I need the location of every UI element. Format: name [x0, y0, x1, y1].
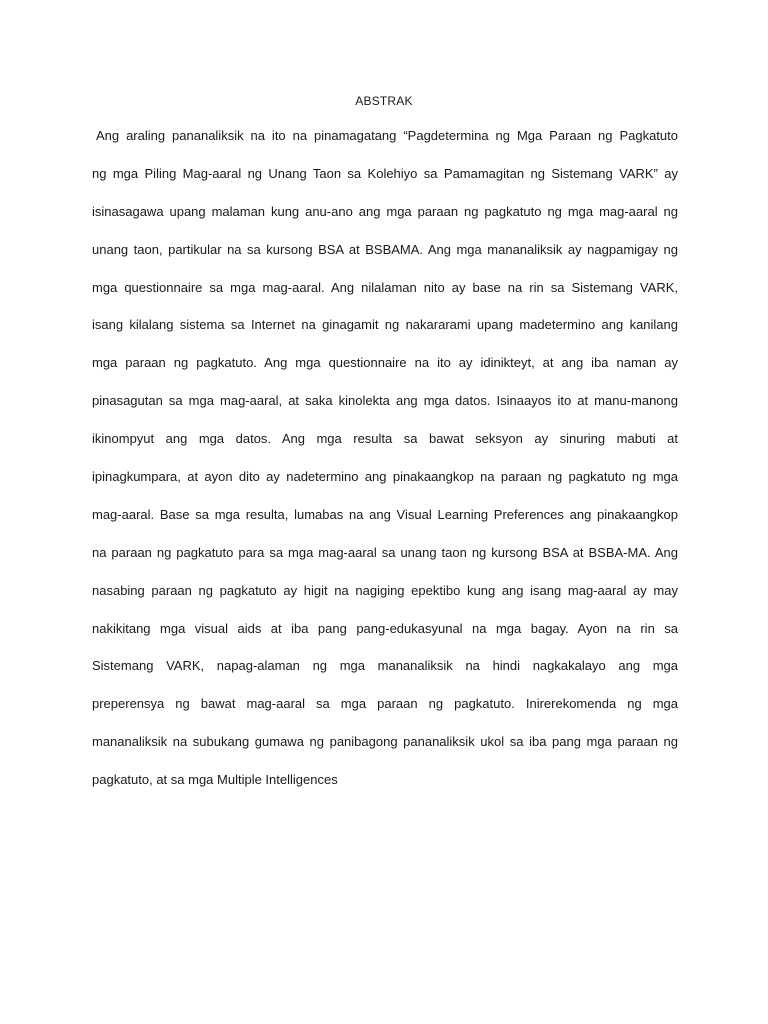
- abstract-line: Sistemang VARK, napag-alaman ng mga mananaliksik na hindi nagkakalayo ang mga: [92, 658, 678, 674]
- abstract-line: mga questionnaire sa mga mag-aaral. Ang nilalaman nito ay base na rin sa Sistemang VARK,: [92, 279, 678, 295]
- abstract-line: mag-aaral. Base sa mga resulta, lumabas na ang Visual Learning Preferences ang pinakaangkop: [92, 506, 678, 522]
- abstract-line: ipinagkumpara, at ayon dito ay nadetermino ang pinakaangkop na paraan ng pagkatuto ng mga: [92, 469, 678, 485]
- abstract-line: isinasagawa upang malaman kung anu-ano ang mga paraan ng pagkatuto ng mga mag-aaral ng: [92, 203, 678, 219]
- abstract-line: unang taon, partikular na sa kursong BSA at BSBAMA. Ang mga mananaliksik ay nagpamigay ng: [92, 241, 678, 257]
- abstract-line: preperensya ng bawat mag-aaral sa mga paraan ng pagkatuto. Inirerekomenda ng mga: [92, 696, 678, 712]
- abstract-line: mananaliksik na subukang gumawa ng panibagong pananaliksik ukol sa iba pang mga paraan ng: [92, 734, 678, 750]
- abstract-body: [92, 126, 678, 808]
- abstract-line-last: pagkatuto, at sa mga Multiple Intelligences: [92, 772, 338, 788]
- abstract-line: mga paraan ng pagkatuto. Ang mga questionnaire na ito ay idinikteyt, at ang iba naman ay: [92, 355, 678, 371]
- abstract-line: pinasagutan sa mga mag-aaral, at saka kinolekta ang mga datos. Isinaayos ito at manu-manong: [92, 393, 678, 409]
- abstract-line: ikinompyut ang mga datos. Ang mga resulta sa bawat seksyon ay sinuring mabuti at: [92, 431, 678, 447]
- abstract-line: nakikitang mga visual aids at iba pang pang-edukasyunal na mga bagay. Ayon na rin sa: [92, 620, 678, 636]
- abstract-line: isang kilalang sistema sa Internet na ginagamit ng nakararami upang madetermino ang kanilang: [92, 317, 678, 333]
- abstract-line: nasabing paraan ng pagkatuto ay higit na nagiging epektibo kung ang isang mag-aaral ay may: [92, 582, 678, 598]
- abstract-line: ng mga Piling Mag-aaral ng Unang Taon sa Kolehiyo sa Pamamagitan ng Sistemang VARK” ay: [92, 165, 678, 181]
- abstract-line: Ang araling pananaliksik na ito na pinamagatang “Pagdetermina ng Mga Paraan ng Pagkatuto: [96, 128, 678, 143]
- abstract-title: ABSTRAK: [355, 94, 413, 108]
- abstract-line: na paraan ng pagkatuto para sa mga mag-aaral sa unang taon ng kursong BSA at BSBA-MA. Ang: [92, 544, 678, 560]
